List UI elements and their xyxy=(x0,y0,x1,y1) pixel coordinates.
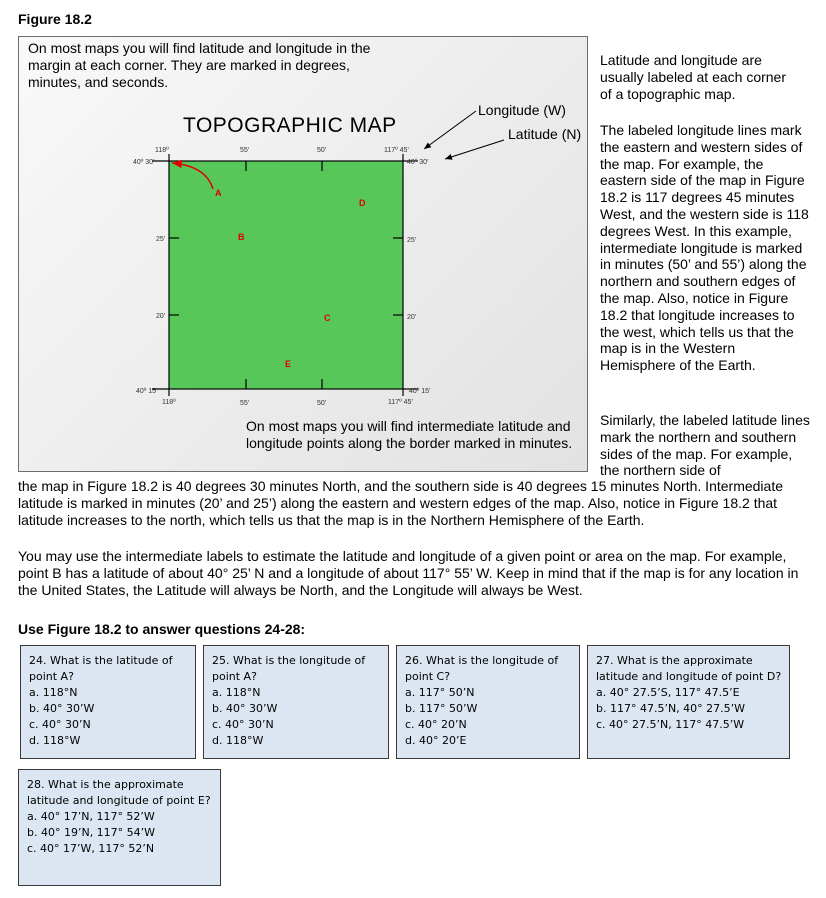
corner-tr-lon: 117º 45' xyxy=(384,147,409,154)
question-27 xyxy=(587,645,790,759)
question-text: 26. What is the longitude of point C? xyxy=(405,654,559,683)
option-c[interactable]: c. 40° 30’N xyxy=(212,718,274,731)
bottom-label-50: 50' xyxy=(317,400,327,407)
question-text: 25. What is the longitude of point A? xyxy=(212,654,366,683)
option-a[interactable]: a. 40° 27.5’S, 117° 47.5’E xyxy=(596,686,740,699)
corner-br-lon: 117º 45' xyxy=(388,399,413,406)
option-d[interactable]: d. 118°W xyxy=(212,734,264,747)
figure-title: Figure 18.2 xyxy=(18,11,92,27)
side-text-longitude: The labeled longitude lines mark the eastern and western sides of the map. For example, the eastern side of the map in Figure 18.2 is 117 degrees 45 minutes West, and the western side is 118 degrees West. In this example, intermediate longitude is marked in minutes (50’ and 55’) along the northern and southern edges of the map. Also, notice in Figure 18.2 that longitude increases to the west, which tells us that the map is in the Western Hemisphere of the Earth. xyxy=(600,122,809,374)
option-a[interactable]: a. 118°N xyxy=(212,686,261,699)
option-a[interactable]: a. 40° 17’N, 117° 52’W xyxy=(27,810,155,823)
side-text-latitude: Similarly, the labeled latitude lines mark the northern and southern sides of the map. For example, the northern side of xyxy=(600,412,810,479)
option-b[interactable]: b. 40° 30’W xyxy=(29,702,95,715)
question-25 xyxy=(203,645,389,759)
option-d[interactable]: d. 118°W xyxy=(29,734,81,747)
option-b[interactable]: b. 117° 47.5’N, 40° 27.5’W xyxy=(596,702,746,715)
estimate-paragraph: You may use the intermediate labels to estimate the latitude and longitude of a given point or area on the map. For example, point B has a latitude of about 40° 25’ N and a longitude of about 117° 55’ W. Keep in mind that if the map is for any location in the United States, the Latitude will always be North, and the Longitude will always be West. xyxy=(18,548,799,598)
point-b: B xyxy=(238,232,245,242)
bottom-label-55: 55' xyxy=(240,400,250,407)
question-24 xyxy=(20,645,196,759)
point-a: A xyxy=(215,188,222,198)
corner-tl-lon: 118º xyxy=(155,147,169,154)
option-c[interactable]: c. 40° 30’N xyxy=(29,718,91,731)
map-area xyxy=(169,161,403,389)
question-text: 24. What is the latitude of point A? xyxy=(29,654,173,683)
questions-heading: Use Figure 18.2 to answer questions 24-28: xyxy=(18,621,306,637)
question-26 xyxy=(396,645,580,759)
corner-bl-lat: 40º 15' xyxy=(136,388,158,395)
longitude-callout: Longitude (W) xyxy=(478,102,566,118)
point-c: C xyxy=(324,313,331,323)
right-label-25: 25' xyxy=(407,237,417,244)
option-b[interactable]: b. 117° 50’W xyxy=(405,702,478,715)
figure-intro-text: On most maps you will find latitude and longitude in the margin at each corner. They are marked in degrees, minutes, and seconds. xyxy=(28,40,371,90)
option-b[interactable]: b. 40° 30’W xyxy=(212,702,278,715)
question-28 xyxy=(18,769,221,886)
option-d[interactable]: d. 40° 20’E xyxy=(405,734,467,747)
longitude-arrow xyxy=(424,111,476,149)
option-c[interactable]: c. 40° 27.5’N, 117° 47.5’W xyxy=(596,718,745,731)
top-label-55: 55' xyxy=(240,147,250,154)
right-label-20: 20' xyxy=(407,314,417,321)
option-c[interactable]: c. 40° 17’W, 117° 52’N xyxy=(27,842,155,855)
point-e: E xyxy=(285,359,292,369)
corner-br-lat: 40º 15' xyxy=(409,388,431,395)
left-label-20: 20' xyxy=(156,313,166,320)
latitude-paragraph: the map in Figure 18.2 is 40 degrees 30 minutes North, and the southern side is 40 degrees 15 minutes North. Intermediate latitude is marked in minutes (20’ and 25’) along the eastern and western edges of the map. Also, notice in Figure 18.2 that latitude increases to the north, which tells us that the map is in the Northern Hemisphere of the Earth. xyxy=(18,478,783,528)
option-a[interactable]: a. 118°N xyxy=(29,686,78,699)
corner-tl-lat: 40º 30' xyxy=(133,159,155,166)
map-caption: On most maps you will find intermediate latitude and longitude points along the border marked in minutes. xyxy=(246,418,573,451)
option-b[interactable]: b. 40° 19’N, 117° 54’W xyxy=(27,826,156,839)
latitude-callout: Latitude (N) xyxy=(508,126,582,142)
corner-tr-lat: 40º 30' xyxy=(407,159,429,166)
top-label-50: 50' xyxy=(317,147,327,154)
map-title: TOPOGRAPHIC MAP xyxy=(183,114,397,137)
option-c[interactable]: c. 40° 20’N xyxy=(405,718,467,731)
question-text: 28. What is the approximate latitude and longitude of point E? xyxy=(27,778,211,807)
left-label-25: 25' xyxy=(156,236,166,243)
corner-bl-lon: 118º xyxy=(162,399,176,406)
question-text: 27. What is the approximate latitude and longitude of point D? xyxy=(596,654,782,683)
latitude-arrow xyxy=(445,140,504,159)
option-a[interactable]: a. 117° 50’N xyxy=(405,686,475,699)
side-text-corners: Latitude and longitude are usually labeled at each corner of a topographic map. xyxy=(600,52,787,102)
point-d: D xyxy=(359,198,366,208)
